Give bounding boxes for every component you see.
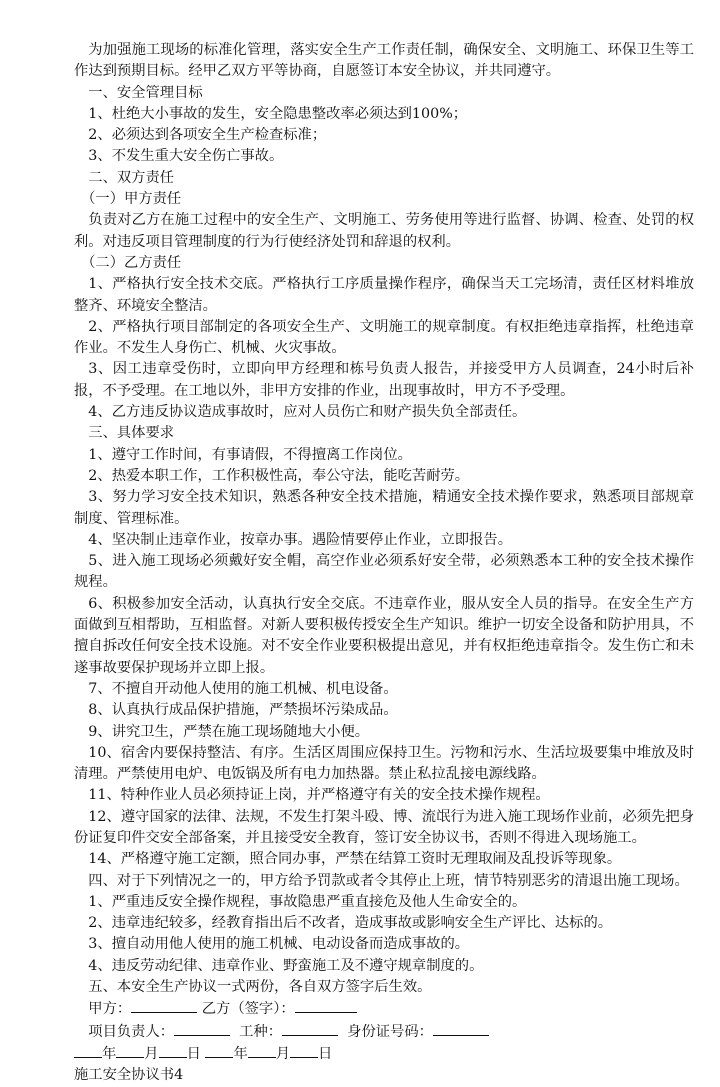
s3-item: 14、严格遵守施工定额，照合同办事，严禁在结算工资时无理取闹及乱投诉等现象。 [88, 851, 622, 868]
id-number-blank [433, 1021, 489, 1036]
s3-item: 12、遵守国家的法律、法规，不发生打架斗殴、博、流氓行为进入施工现场作业前，必须先把身份证复印件交安全部备案，并且接受安全教育，签订安全协议书，否则不得进入现场施工。 [74, 808, 694, 846]
s2b-item: 1、严格执行安全技术交底。严格执行工序质量操作程序，确保当天工完场清，责任区材料堆放整齐、环境安全整洁。 [74, 276, 694, 314]
s4-item: 2、违章违纪较多，经教育指出后不改者，造成事故或影响安全生产评比、达标的。 [88, 915, 613, 932]
date-line [74, 1043, 694, 1065]
trade-blank [282, 1021, 338, 1036]
day-label: 日 [318, 1045, 333, 1062]
year-blank-1 [74, 1043, 102, 1058]
s3-item: 3、努力学习安全技术知识，熟悉各种安全技术措施，精通安全技术操作要求，熟悉项目部规章制度、管理标准。 [74, 489, 694, 527]
agreement-document [74, 40, 694, 1087]
s4-item: 1、严重违反安全操作规程，事故隐患严重直接危及他人生命安全的。 [88, 893, 527, 910]
party-a-duty-title: （一）甲方责任 [81, 191, 182, 208]
id-number-label: 身份证号码： [347, 1023, 433, 1040]
month-blank-1 [116, 1043, 144, 1058]
s3-item: 7、不擅自开动他人使用的施工机械、机电设备。 [88, 680, 398, 697]
s3-item: 8、认真执行成品保护措施，严禁损坏污染成品。 [88, 702, 398, 719]
s3-item: 6、积极参加安全活动，认真执行安全交底。不违章作业，服从安全人员的指导。在安全生产方面做到互相帮助，互相监督。对新人要积极传授安全生产知识。维护一切安全设备和防护用具，不擅自拆改任何安全技术设施。对不安全作业要积极提出意见，并有权拒绝违章指令。发生伤亡和未遂事故要保护现场并立即上报。 [74, 595, 694, 676]
signature-line-details [74, 1021, 694, 1043]
day-blank-1 [159, 1043, 187, 1058]
year-label: 年 [102, 1045, 117, 1062]
s3-item: 5、进入施工现场必须戴好安全帽，高空作业必须系好安全带，必须熟悉本工种的安全技术操作规程。 [74, 553, 694, 591]
trade-label: 工种： [239, 1023, 283, 1040]
section-5-title: 五、本安全生产协议一式两份，各自双方签字后生效。 [88, 979, 432, 996]
day-label: 日 [186, 1045, 201, 1062]
day-blank-2 [290, 1043, 318, 1058]
s1-item: 3、不发生重大安全伤亡事故。 [88, 148, 284, 165]
s1-item: 2、必须达到各项安全生产检查标准； [88, 127, 327, 144]
next-document-title: 施工安全协议书4 [74, 1067, 184, 1084]
s3-item: 11、特种作业人员必须持证上岗，并严格遵守有关的安全技术操作规程。 [88, 787, 550, 804]
s4-item: 4、违反劳动纪律、违章作业、野蛮施工及不遵守规章制度的。 [88, 957, 484, 974]
party-a-label: 甲方： [88, 1001, 132, 1018]
s3-item: 10、宿舍内要保持整洁、有序。生活区周围应保持卫生。污物和污水、生活垃圾要集中堆放及时清理。严禁使用电炉、电饭锅及所有电力加热器。禁止私拉乱接电源线路。 [74, 744, 694, 783]
s4-item: 3、擅自动用他人使用的施工机械、电动设备而造成事故的。 [88, 936, 470, 953]
party-b-signature-blank [295, 998, 357, 1013]
month-blank-2 [248, 1043, 276, 1058]
party-a-signature-blank [131, 998, 197, 1013]
s3-item: 2、热爱本职工作，工作积极性高，奉公守法，能吃苦耐劳。 [88, 467, 470, 484]
s2b-item: 4、乙方违反协议造成事故时，应对人员伤亡和财产损失负全部责任。 [88, 404, 527, 421]
section-3-title: 三、具体要求 [88, 425, 175, 442]
section-1-title: 一、安全管理目标 [88, 84, 203, 101]
s3-item: 9、讲究卫生，严禁在施工现场随地大小便。 [88, 723, 370, 740]
s1-item: 1、杜绝大小事故的发生，安全隐患整改率必须达到100%； [88, 105, 468, 122]
s2b-item: 2、严格执行项目部制定的各项安全生产、文明施工的规章制度。有权拒绝违章指挥，杜绝违章作业。不发生人身伤亡、机械、火灾事故。 [74, 318, 694, 357]
signature-line-parties [74, 998, 694, 1020]
manager-blank [174, 1021, 230, 1036]
section-4-title: 四、对于下列情况之一的，甲方给予罚款或者令其停止上班，情节特别恶劣的清退出施工现场。 [88, 872, 689, 889]
s2b-item: 3、因工违章受伤时，立即向甲方经理和栋号负责人报告，并接受甲方人员调查，24小时后补报，不予受理。在工地以外，非甲方安排的作业，出现事故时，甲方不予受理。 [74, 361, 694, 399]
party-a-duty-text: 负责对乙方在施工过程中的安全生产、文明施工、劳务使用等进行监督、协调、检查、处罚的权利。对违反项目管理制度的行为行使经济处罚和辞退的权利。 [74, 212, 694, 250]
party-b-label: 乙方（签字）： [201, 1001, 295, 1018]
year-blank-2 [205, 1043, 233, 1058]
month-label: 月 [275, 1045, 291, 1062]
month-label: 月 [144, 1045, 159, 1062]
year-label: 年 [233, 1045, 248, 1062]
section-2-title: 二、双方责任 [88, 169, 175, 186]
s3-item: 1、遵守工作时间，有事请假，不得擅离工作岗位。 [88, 446, 412, 463]
intro-paragraph: 为加强施工现场的标准化管理，落实安全生产工作责任制，确保安全、文明施工、环保卫生等工作达到预期目标。经甲乙双方平等协商，自愿签订本安全协议，并共同遵守。 [74, 42, 694, 80]
manager-label: 项目负责人： [88, 1023, 175, 1040]
s3-item: 4、坚决制止违章作业，按章办事。遇险情要停止作业，立即报告。 [88, 531, 512, 548]
party-b-duty-title: （二）乙方责任 [81, 254, 182, 271]
